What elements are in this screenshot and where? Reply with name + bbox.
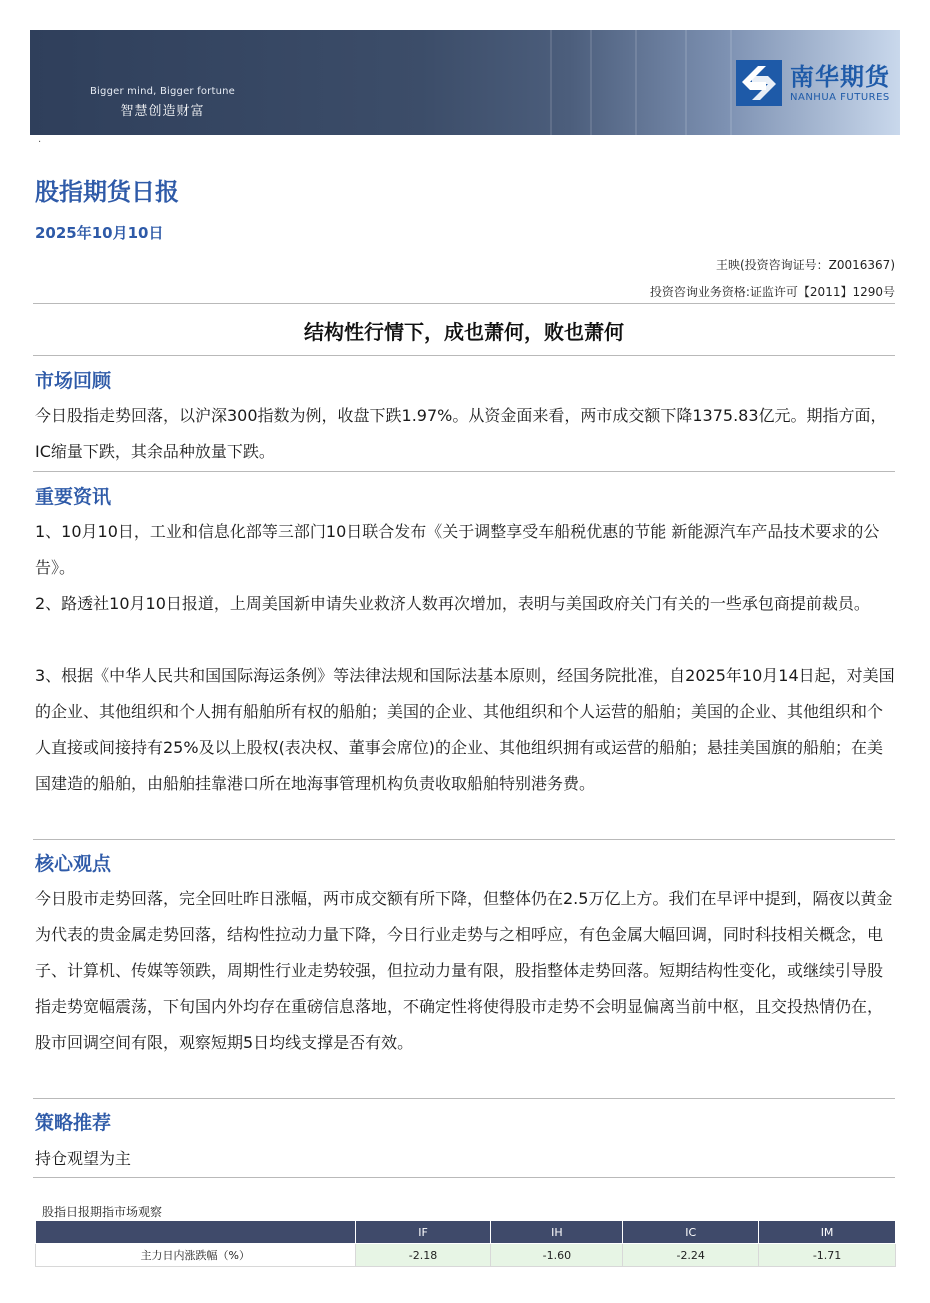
divider bbox=[33, 471, 895, 472]
divider bbox=[33, 839, 895, 840]
company-logo bbox=[736, 60, 890, 106]
divider bbox=[33, 303, 895, 304]
view-text: 今日股市走势回落，完全回吐昨日涨幅，两市成交额有所下降，但整体仍在2.5万亿上方。我们在早评中提到，隔夜以黄金为代表的贵金属走势回落，结构性拉动力量下降，今日行业走势与之相呼应，有色金属大幅回调，同时科技相关概念，电子、计算机、传媒等领跌，周期性行业走势较强，但拉动力量有限，股指整体走势回落。短期结构性变化，或继续引导股指走势宽幅震荡，下旬国内外均存在重磅信息落地，不确定性将使得股市走势不会明显偏离当前中枢，且交投热情仍在，股市回调空间有限，观察短期5日均线支撑是否有效。 bbox=[35, 889, 893, 1052]
slogan-cn: 智慧创造财富 bbox=[120, 104, 205, 119]
cell-value: -1.71 bbox=[759, 1244, 896, 1267]
banner-stripe bbox=[685, 30, 687, 135]
section-title-view: 核心观点 bbox=[35, 853, 112, 875]
news-item: 3、根据《中华人民共和国国际海运条例》等法律法规和国际法基本原则，经国务院批准，自2025年10月14日起，对美国的企业、其他组织和个人拥有船舶所有权的船舶；美国的企业、其他组织和个人运营的船舶；美国的企业、其他组织和个人直接或间接持有25%及以上股权(表决权、董事会席位)的企业、其他组织拥有或运营的船舶；悬挂美国旗的船舶；在美国建造的船舶，由船舶挂靠港口所在地海事管理机构负责收取船舶特别港务费。 bbox=[35, 666, 895, 793]
section-title-review: 市场回顾 bbox=[35, 370, 112, 392]
strategy-text: 持仓观望为主 bbox=[35, 1149, 132, 1168]
header-banner bbox=[30, 30, 900, 135]
column-header: IF bbox=[355, 1221, 491, 1244]
row-label: 主力日内涨跌幅（%） bbox=[36, 1244, 356, 1267]
divider bbox=[33, 1177, 895, 1178]
section-title-strategy: 策略推荐 bbox=[35, 1112, 112, 1134]
review-text: 今日股指走势回落，以沪深300指数为例，收盘下跌1.97%。从资金面来看，两市成交额下降1375.83亿元。期指方面，IC缩量下跌，其余品种放量下跌。 bbox=[35, 406, 887, 461]
divider bbox=[33, 355, 895, 356]
nanhua-logo-icon bbox=[736, 60, 782, 106]
report-headline: 结构性行情下，成也萧何，败也萧何 bbox=[304, 320, 624, 344]
slogan-en: Bigger mind, Bigger fortune bbox=[90, 86, 236, 97]
report-date: 2025年10月10日 bbox=[35, 224, 164, 242]
table-header-row bbox=[36, 1221, 896, 1244]
news-item: 2、路透社10月10日报道，上周美国新申请失业救济人数再次增加，表明与美国政府关门有关的一些承包商提前裁员。 bbox=[35, 594, 870, 613]
column-header: IC bbox=[623, 1221, 759, 1244]
banner-stripe bbox=[550, 30, 552, 135]
license-info: 投资咨询业务资格:证监许可【2011】1290号 bbox=[649, 285, 895, 299]
column-header: IH bbox=[491, 1221, 623, 1244]
banner-stripe bbox=[730, 30, 732, 135]
cell-value: -1.60 bbox=[491, 1244, 623, 1267]
banner-stripe bbox=[635, 30, 637, 135]
cell-value: -2.18 bbox=[355, 1244, 491, 1267]
section-title-news: 重要资讯 bbox=[35, 486, 112, 508]
banner-slogan bbox=[90, 86, 235, 119]
table-row bbox=[36, 1244, 896, 1267]
divider bbox=[33, 1098, 895, 1099]
market-table bbox=[35, 1220, 896, 1267]
banner-stripe bbox=[590, 30, 592, 135]
analyst-credential: 王映(投资咨询证号：Z0016367) bbox=[715, 258, 895, 272]
column-header bbox=[36, 1221, 356, 1244]
logo-text-cn: 南华期货 bbox=[790, 62, 890, 91]
logo-text-en: NANHUA FUTURES bbox=[790, 91, 890, 103]
cell-value: -2.24 bbox=[623, 1244, 759, 1267]
table-caption: 股指日报期指市场观察 bbox=[42, 1205, 163, 1219]
news-item: 1、10月10日，工业和信息化部等三部门10日联合发布《关于调整享受车船税优惠的节能 新能源汽车产品技术要求的公告》。 bbox=[35, 522, 880, 577]
report-title: 股指期货日报 bbox=[35, 178, 179, 206]
dot-mark: · bbox=[38, 137, 42, 148]
column-header: IM bbox=[759, 1221, 896, 1244]
